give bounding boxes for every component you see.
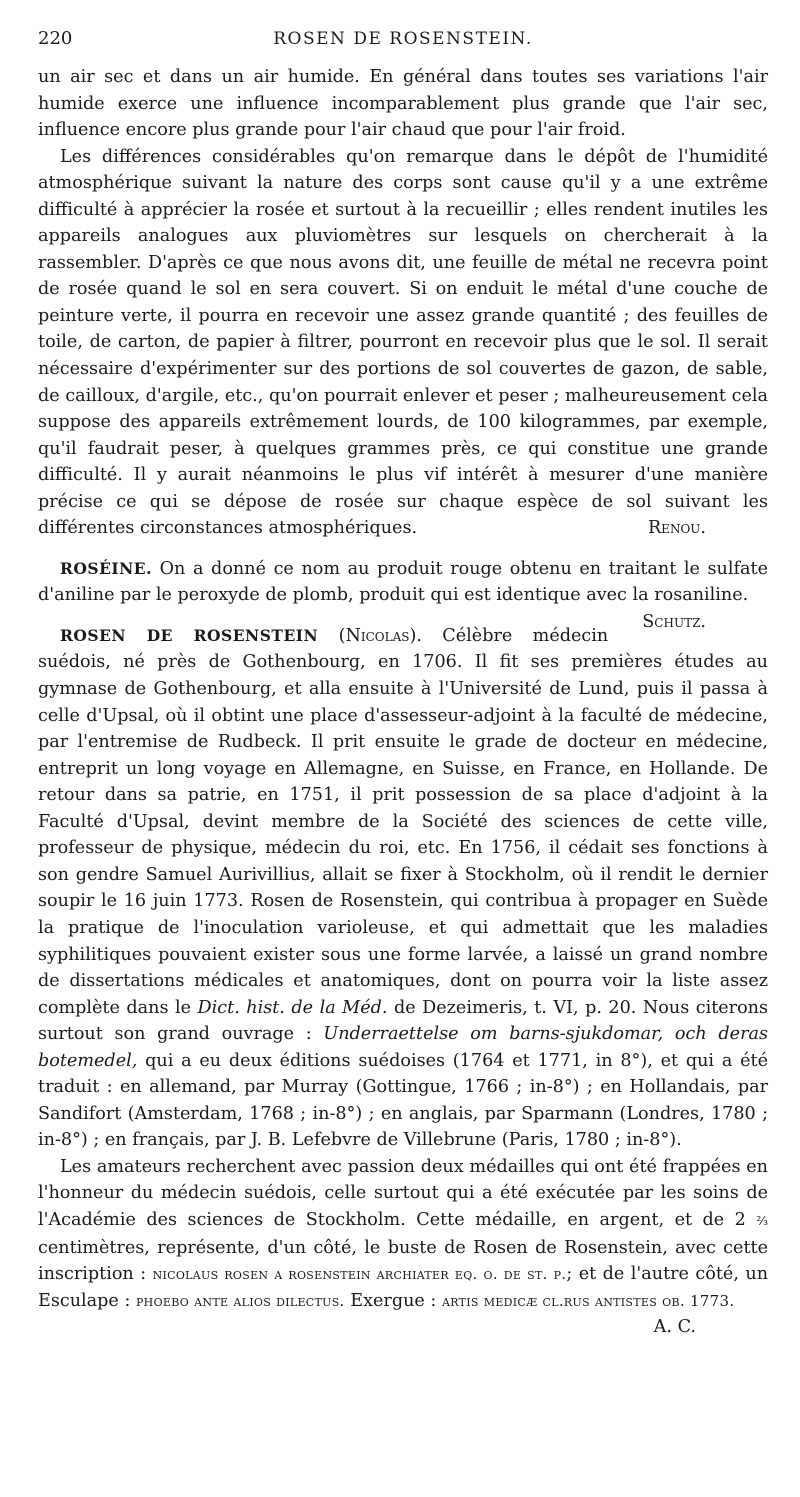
rosen-text-b: de Dezeimeris, t. VI, p. 20. Nous citerons surtout son grand ouvrage : [38, 997, 769, 1045]
medal-inscription-exergue: artis medicæ cl.rus antistes ob. 1773. [441, 1291, 735, 1310]
roseine-entry [38, 556, 768, 632]
rosen-reference: Dict. hist. de la Méd. [197, 997, 388, 1018]
page-header [38, 26, 768, 60]
rosen-work-title: Underraettelse om barns-sjukdomar, och deras botemedel, [38, 1024, 769, 1071]
rosen-medal-text-d: Exergue : [350, 1290, 437, 1311]
page [38, 26, 768, 1341]
rosen-medal-text-a: Les amateurs recherchent avec passion deux médailles qui ont été frappées en l'honneur du médecin suédois, celle surtout qui a été exécutée par les soins de l'Académie des sciences de Stockholm. Cette médaille, en argent, et de 2 [38, 1156, 768, 1230]
roseine-headword: ROSÉINE. [60, 558, 153, 578]
rosee-paragraph-2 [38, 144, 768, 542]
rosen-headword: ROSEN DE ROSENSTEIN [60, 625, 319, 645]
medal-inscription-obverse: nicolaus rosen a rosenstein archiater eq. o. de st. p. [152, 1265, 567, 1284]
medal-inscription-reverse: phoebo ante alios dilectus. [135, 1291, 345, 1310]
rosen-text-a: Célèbre médecin suédois, né près de Gothenbourg, en 1706. Il fit ses premières études au gymnase de Gothenbourg, et alla ensuite à l'Université de Lund, puis il passa à celle d'Upsal, où il obtint une place d'assesseur-adjoint à la faculté de médecine, par l'entremise de Rudbeck. Il prit ensuite le grade de docteur en médecine, entreprit un long voyage en Allemagne, en Suisse, en France, en Hollande. De retour dans sa patrie, en 1751, il prit possession de sa place d'adjoint à la Faculté d'Upsal, devint membre de la Société des sciences de cette ville, professeur de physique, médecin du roi, etc. En 1756, il cédait ses fonctions à son gendre Samuel Aurivillius, allait se fixer à Stockholm, où il rendit le dernier soupir le 16 juin 1773. Rosen de Rosenstein, qui contribua à propager en Suède la pratique de l'inoculation varioleuse, et qui admettait que les maladies syphilitiques pouvaient exister sous une forme larvée, a laissé un grand nombre de dissertations médicales et anatomiques, dont on pourra voir la liste assez complète dans le [38, 625, 768, 1018]
rosen-text-c: qui a eu deux éditions suédoises (1764 et 1771, in 8°), et qui a été traduit : en allemand, par Murray (Gottingue, 1766 ; in-8°) ; en Hollandais, par Sandifort (Amsterdam, 1768 ; in-8°) ; en anglais, par Sparmann (Londres, 1780 ; in-8°) ; en français, par J. B. Lefebvre de Villebrune (Paris, 1780 ; in-8°). [38, 1050, 768, 1151]
rosee-signature: Renou. [647, 518, 706, 539]
roseine-text: On a donné ce nom au produit rouge obtenu en traitant le sulfate d'aniline par le peroxyde de plomb, produit qui est identique avec la rosaniline. [38, 558, 768, 606]
page-number: 220 [38, 28, 73, 49]
rosen-medal-text-b: centimètres, représente, d'un côté, le buste de Rosen de Rosenstein, avec cette inscription : [38, 1237, 768, 1285]
running-title: ROSEN DE ROSENSTEIN. [273, 29, 533, 49]
rosen-medal-text-c: ; et de l'autre côté, un Esculape : [38, 1264, 769, 1311]
rosee-paragraph-1: un air sec et dans un air humide. En général dans toutes ses variations l'air humide exerce une influence incomparablement plus grande que l'air sec, influence encore plus grande pour l'air chaud que pour l'air froid. [38, 67, 768, 141]
rosen-forename: (Nicolas). [338, 625, 422, 646]
medal-fraction: ⅔ [756, 1213, 769, 1228]
rosen-entry [38, 623, 768, 1154]
rosee-paragraph-2-text: Les différences considérables qu'on remarque dans le dépôt de l'humidité atmosphérique suivant la nature des corps sont cause qu'il y a une extrême difficulté à apprécier la rosée et surtout à la recueillir ; elles rendent inutiles les appareils analogues aux pluviomètres sur lesquels on chercherait à la rassembler. D'après ce que nous avons dit, une feuille de métal ne recevra point de rosée quand le sol en sera couvert. Si on enduit le métal d'une couche de peinture verte, il pourra en recevoir une assez grande quantité ; des feuilles de toile, de carton, de papier à filtrer, pourront en recevoir plus que le sol. Il serait nécessaire d'expérimenter sur des portions de sol couvertes de gazon, de sable, de cailloux, d'argile, etc., qu'on pourrait enlever et peser ; malheureusement cela suppose des appareils extrêmement lourds, de 100 kilogrammes, par exemple, qu'il faudrait peser, à quelques grammes près, ce qui constitue une grande difficulté. Il y aurait néanmoins le plus vif intérêt à mesurer d'une manière précise ce qui se dépose de rosée sur chaque espèce de sol suivant les différentes circonstances atmosphériques. [38, 146, 768, 539]
rosen-medal-paragraph [38, 1154, 769, 1338]
roseine-signature: Schutz. [642, 611, 706, 632]
rosen-signature: A. C. [653, 1317, 696, 1338]
